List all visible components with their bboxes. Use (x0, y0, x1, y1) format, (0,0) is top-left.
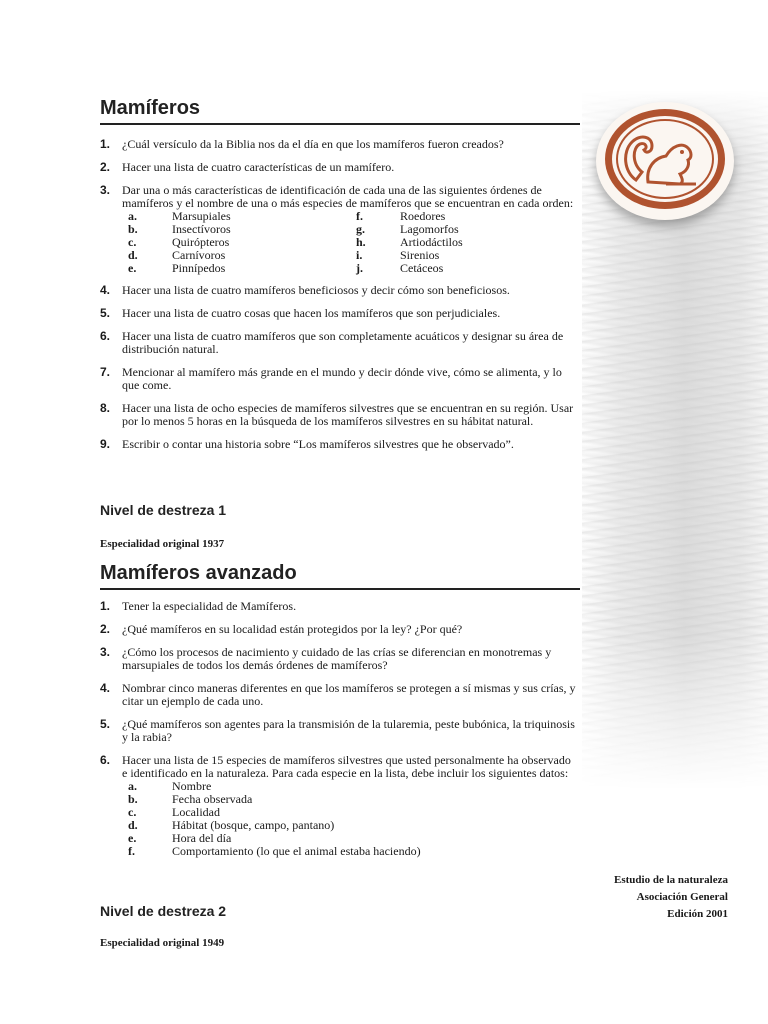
list-item: 8. Hacer una lista de ocho especies de mamíferos silvestres que se encuentran en su región. Usar por lo menos 5 horas en la búsqueda de los mamíferos silvestres en su hábitat natural. (100, 401, 574, 428)
list-item: e. Hora del día (128, 831, 232, 845)
orders-row: b. Insectívoros g. Lagomorfos (128, 222, 459, 236)
skill-level-2: Nivel de destreza 2 (100, 903, 227, 919)
orders-table (122, 210, 578, 275)
orders-row: c. Quirópteros h. Artiodáctilos (128, 235, 463, 249)
list-item: 7. Mencionar al mamífero más grande en el mundo y decir dónde vive, cómo se alimenta, y lo que come. (100, 365, 562, 392)
honor-badge (596, 102, 734, 220)
list-item: 1. ¿Cuál versículo da la Biblia nos da el día en que los mamíferos fueron creados? (100, 137, 504, 151)
list-item: 1. Tener la especialidad de Mamíferos. (100, 599, 297, 613)
list-item: c. Localidad (128, 805, 220, 819)
footer-line-3: Edición 2001 (667, 908, 728, 920)
list-item: 5. ¿Qué mamíferos son agentes para la transmisión de la tularemia, peste bubónica, la triquinosis y la rabia? (100, 717, 575, 744)
original-specialty-2: Especialidad original 1949 (100, 937, 225, 949)
orders-row: d. Carnívoros i. Sirenios (128, 248, 440, 262)
list-item: 3. ¿Cómo los procesos de nacimiento y cuidado de las crías se diferencian en monotremas y marsupiales de todos los demás órdenes de mamíferos? (100, 645, 552, 672)
data-fields-list (122, 780, 578, 858)
list-item: 4. Hacer una lista de cuatro mamíferos beneficiosos y decir cómo son beneficiosos. (100, 283, 510, 297)
list-item: 6. Hacer una lista de cuatro mamíferos que son completamente acuáticos y designar su área de distribución natural. (100, 329, 564, 356)
list-item: a. Nombre (128, 779, 212, 793)
footer-line-2: Asociación General (636, 891, 728, 903)
requirements-list-2 (100, 600, 578, 868)
list-item: d. Hábitat (bosque, campo, pantano) (128, 818, 335, 832)
list-item: 3. Dar una o más características de identificación de cada una de las siguientes órdenes de mamíferos y el nombre de una o más especies de mamíferos que se encuentran en cada orden: a. Marsupiales f. Roedores b. Insectívoros g. Lagomorfos c. Quirópteros h. Artiodáctilos d. Carnívoros i. Sirenios e. Pinnípedos j. Cetáceos (100, 184, 578, 275)
requirements-list-1 (100, 138, 578, 461)
section-title-mamiferos: Mamíferos (100, 97, 580, 125)
original-specialty-1: Especialidad original 1937 (100, 538, 225, 550)
list-item: 2. Hacer una lista de cuatro características de un mamífero. (100, 160, 395, 174)
section-title-mamiferos-avanzado: Mamíferos avanzado (100, 562, 580, 590)
orders-row: e. Pinnípedos j. Cetáceos (128, 261, 444, 275)
list-item: 6. Hacer una lista de 15 especies de mamíferos silvestres que usted personalmente ha observado e identificado en la naturaleza. Para cada especie en la lista, debe incluir los siguientes datos: a. Nombre b. Fecha observada c. Localidad d. Hábitat (bosque, campo, pantano) e. Hora del día f. Comportamiento (lo que el animal estaba haciendo) (100, 754, 578, 858)
list-item: f. Comportamiento (lo que el animal estaba haciendo) (128, 844, 421, 858)
squirrel-badge-icon (596, 102, 734, 220)
skill-level-1: Nivel de destreza 1 (100, 502, 227, 518)
list-item: 2. ¿Qué mamíferos en su localidad están protegidos por la ley? ¿Por qué? (100, 622, 463, 636)
publisher-info (614, 872, 728, 923)
list-item: 5. Hacer una lista de cuatro cosas que hacen los mamíferos que son perjudiciales. (100, 306, 501, 320)
list-item: b. Fecha observada (128, 792, 253, 806)
orders-row: a. Marsupiales f. Roedores (128, 209, 446, 223)
list-item: 4. Nombrar cinco maneras diferentes en que los mamíferos se protegen a sí mismas y sus crías, y citar un ejemplo de cada uno. (100, 681, 576, 708)
list-item: 9. Escribir o contar una historia sobre “Los mamíferos silvestres que he observado”. (100, 437, 514, 451)
footer-line-1: Estudio de la naturaleza (614, 874, 728, 886)
